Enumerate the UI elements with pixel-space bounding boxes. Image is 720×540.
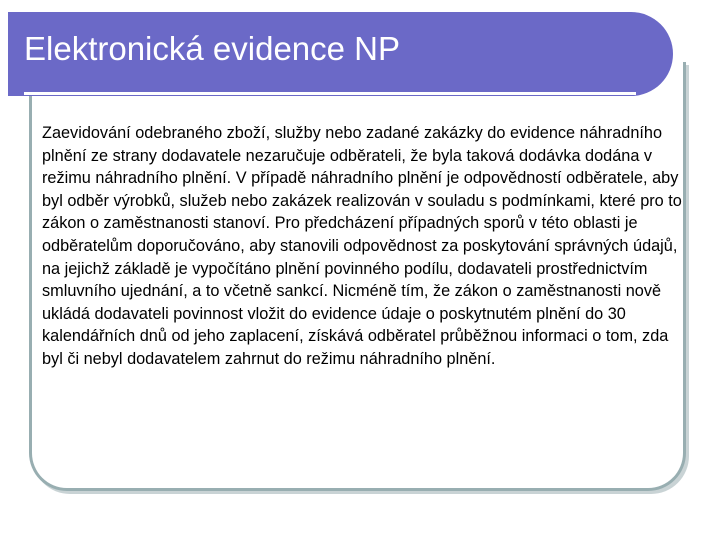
slide-title: Elektronická evidence NP (24, 30, 401, 67)
title-underline (24, 92, 636, 95)
body-paragraph: Zaevidování odebraného zboží, služby nebo zadané zakázky do evidence náhradního plnění ze strany dodavatele nezaručuje odběrateli, že byla taková dodávka dodána v režimu náhradního plnění. V případě náhradního plnění je odpovědností odběratele, aby byl odběr výrobků, služeb nebo zakázek realizován v souladu s podmínkami, které pro to zákon o zaměstnanosti stanoví. Pro předcházení případných sporů v této oblasti je odběratelům doporučováno, aby stanovili odpovědnost za poskytování správných údajů, na jejichž základě je vypočítáno plnění povinného podílu, dodavateli prostřednictvím smluvního ujednání, a to včetně sankcí. Nicméně tím, že zákon o zaměstnanosti nově ukládá dodavateli povinnost vložit do evidence údaje o poskytnutém plnění do 30 kalendářních dnů od jeho zaplacení, získává odběratel průběžnou informaci o tom, zda byl či nebyl dodavatelem zahrnut do režimu náhradního plnění. (42, 124, 682, 368)
